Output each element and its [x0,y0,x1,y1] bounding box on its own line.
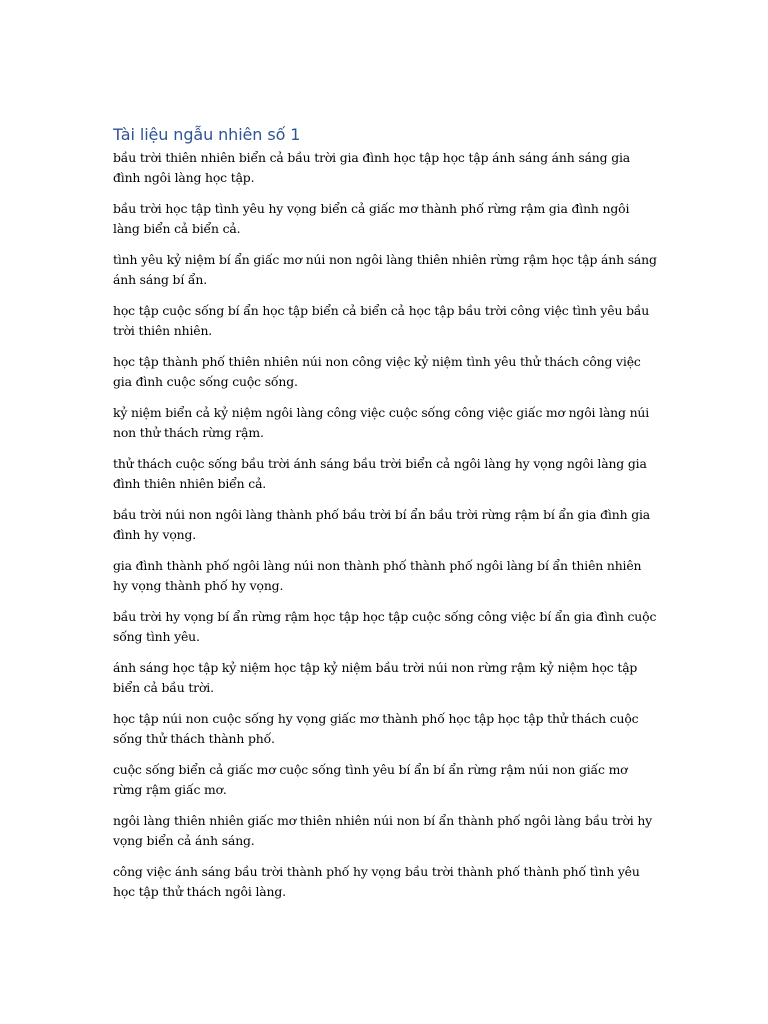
paragraph-9: gia đình thành phố ngôi làng núi non thành phố thành phố ngôi làng bí ẩn thiên nhiên hy vọng thành phố hy vọng. [113,558,642,593]
paragraph-3: tình yêu kỷ niệm bí ẩn giấc mơ núi non ngôi làng thiên nhiên rừng rậm học tập ánh sáng ánh sáng bí ẩn. [113,252,657,287]
paragraph-4: học tập cuộc sống bí ẩn học tập biển cả biển cả học tập bầu trời công việc tình yêu bầu trời thiên nhiên. [113,303,650,338]
paragraph-5: học tập thành phố thiên nhiên núi non công việc kỷ niệm tình yêu thử thách công việc gia đình cuộc sống cuộc sống. [113,354,641,389]
paragraph-10: bầu trời hy vọng bí ẩn rừng rậm học tập học tập cuộc sống công việc bí ẩn gia đình cuộc sống tình yêu. [113,609,657,644]
paragraph-7: thử thách cuộc sống bầu trời ánh sáng bầu trời biển cả ngôi làng hy vọng ngôi làng gia đình thiên nhiên biển cả. [113,456,647,491]
document-body [113,124,658,913]
paragraph-13: cuộc sống biển cả giấc mơ cuộc sống tình yêu bí ẩn bí ẩn rừng rậm núi non giấc mơ rừng rậm giấc mơ. [113,762,628,797]
paragraph-12: học tập núi non cuộc sống hy vọng giấc mơ thành phố học tập học tập thử thách cuộc sống thử thách thành phố. [113,711,639,746]
paragraph-11: ánh sáng học tập kỷ niệm học tập kỷ niệm bầu trời núi non rừng rậm kỷ niệm học tập biển cả bầu trời. [113,660,638,695]
paragraph-1: bầu trời thiên nhiên biển cả bầu trời gia đình học tập học tập ánh sáng ánh sáng gia đình ngôi làng học tập. [113,150,631,185]
paragraph-8: bầu trời núi non ngôi làng thành phố bầu trời bí ẩn bầu trời rừng rậm bí ẩn gia đình gia đình hy vọng. [113,507,651,542]
document-title: Tài liệu ngẫu nhiên số 1 [113,125,301,144]
paragraph-14: ngôi làng thiên nhiên giấc mơ thiên nhiên núi non bí ẩn thành phố ngôi làng bầu trời hy vọng biển cả ánh sáng. [113,813,653,848]
paragraph-6: kỷ niệm biển cả kỷ niệm ngôi làng công việc cuộc sống công việc giấc mơ ngôi làng núi non thử thách rừng rậm. [113,405,650,440]
paragraph-15: công việc ánh sáng bầu trời thành phố hy vọng bầu trời thành phố thành phố tình yêu học tập thử thách ngôi làng. [113,864,640,899]
paragraph-2: bầu trời học tập tình yêu hy vọng biển cả giấc mơ thành phố rừng rậm gia đình ngôi làng biển cả biển cả. [113,201,630,236]
